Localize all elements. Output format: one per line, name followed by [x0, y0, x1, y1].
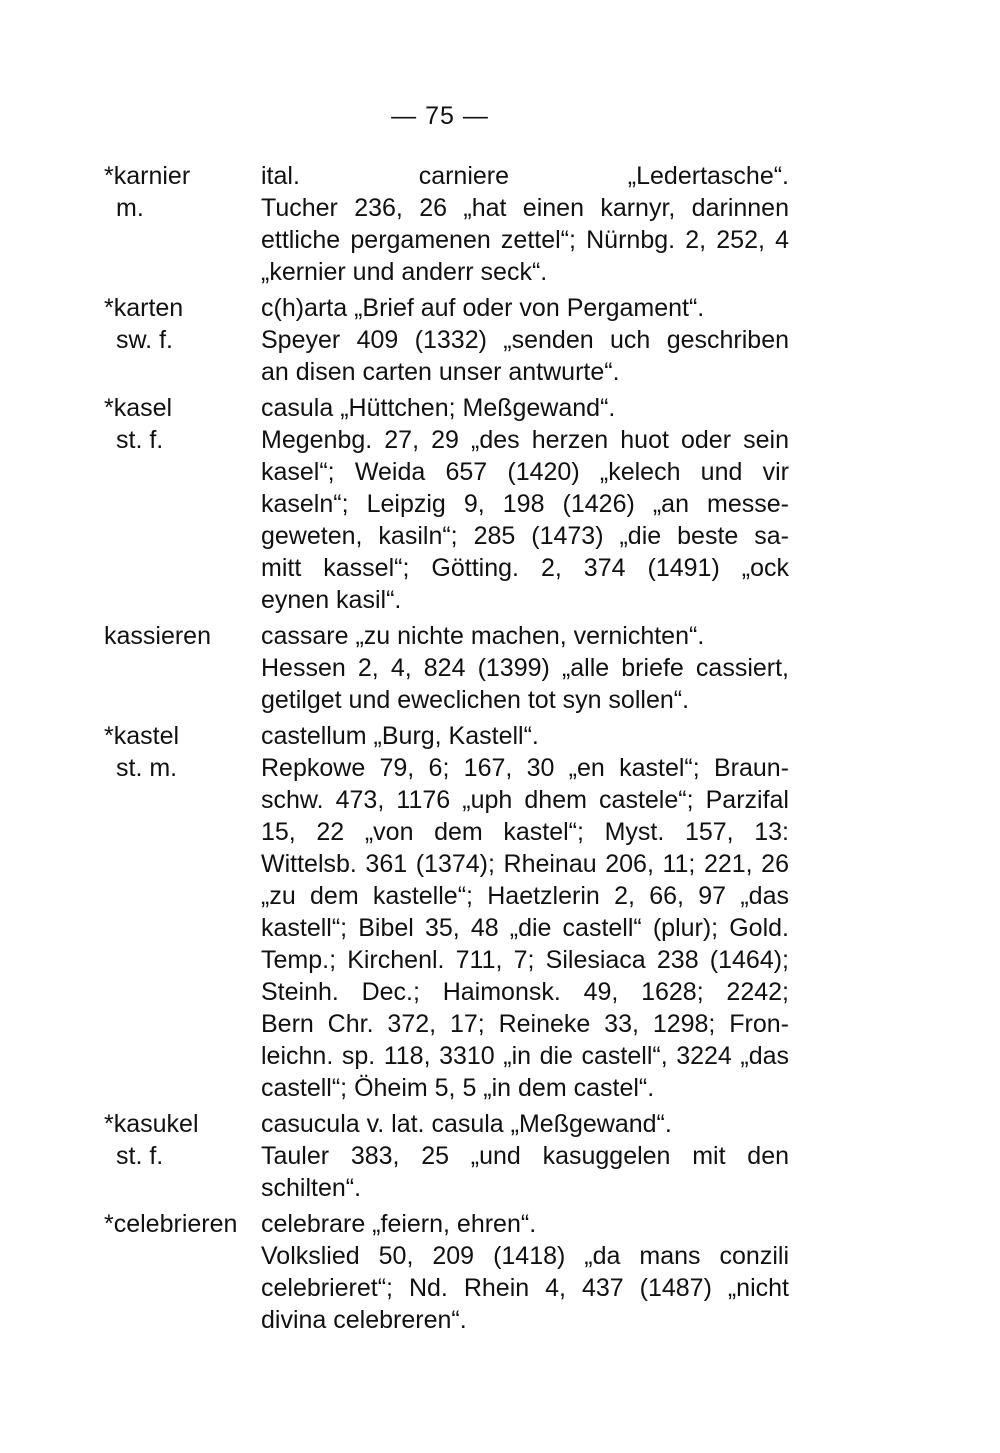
definition-line: Tauler 383, 25 „und kasuggelen mit den: [261, 1142, 789, 1170]
entry-grammar: sw. f.: [116, 326, 173, 354]
definition-line: ettliche pergamenen zettel“; Nürnbg. 2, 252, 4: [261, 226, 789, 254]
entry-definition: [261, 620, 789, 716]
definition-line: ital. carniere „Ledertasche“.: [261, 162, 789, 190]
definition-line: celebrare „feiern, ehren“.: [261, 1210, 537, 1238]
entry-grammar: m.: [116, 194, 144, 222]
entry-headword: *karnier: [104, 162, 191, 190]
entry-definition: [261, 1208, 789, 1336]
definition-line: 15, 22 „von dem kastel“; Myst. 157, 13:: [261, 818, 789, 846]
definition-line: c(h)arta „Brief auf oder von Pergament“.: [261, 294, 705, 322]
entry-headword: kassieren: [104, 622, 211, 650]
definition-line: Repkowe 79, 6; 167, 30 „en kastel“; Braun-: [261, 754, 789, 782]
definition-line: Megenbg. 27, 29 „des herzen huot oder sein: [261, 426, 789, 454]
definition-line: Temp.; Kirchenl. 711, 7; Silesiaca 238 (1464);: [261, 946, 789, 974]
definition-line: Hessen 2, 4, 824 (1399) „alle briefe cassiert,: [261, 654, 789, 682]
entry-headword-block: [104, 292, 261, 388]
definition-line: Wittelsb. 361 (1374); Rheinau 206, 11; 221, 26: [261, 850, 789, 878]
entry-headword: *kasukel: [104, 1110, 199, 1138]
entry-headword: *karten: [104, 294, 184, 322]
definition-line: schilten“.: [261, 1174, 362, 1202]
definition-line: Speyer 409 (1332) „senden uch geschriben: [261, 326, 789, 354]
dictionary-entry: [104, 1208, 894, 1336]
definition-line: Volkslied 50, 209 (1418) „da mans conzili: [261, 1242, 789, 1270]
dictionary-entry: [104, 620, 894, 716]
entry-headword: *kastel: [104, 722, 180, 750]
definition-line: an disen carten unser antwurte“.: [261, 358, 620, 386]
entry-definition: [261, 1108, 789, 1204]
entry-definition: [261, 292, 789, 388]
definition-line: getilget und eweclichen tot syn sollen“.: [261, 686, 690, 714]
entry-headword: *kasel: [104, 394, 173, 422]
dictionary-entry: [104, 720, 894, 1104]
definition-line: Tucher 236, 26 „hat einen karnyr, darinnen: [261, 194, 789, 222]
definition-line: leichn. sp. 118, 3310 „in die castell“, 3224 „das: [261, 1042, 789, 1070]
definition-line: kasel“; Weida 657 (1420) „kelech und vir: [261, 458, 789, 486]
entry-definition: [261, 392, 789, 616]
definition-line: casula „Hüttchen; Meßgewand“.: [261, 394, 616, 422]
definition-line: casucula v. lat. casula „Meßgewand“.: [261, 1110, 672, 1138]
definition-line: castell“; Öheim 5, 5 „in dem castel“.: [261, 1074, 655, 1102]
dictionary-entry: [104, 160, 894, 288]
definition-line: geweten, kasiln“; 285 (1473) „die beste sa-: [261, 522, 789, 550]
entry-grammar: st. f.: [116, 426, 164, 454]
entry-grammar: st. f.: [116, 1142, 164, 1170]
entry-headword-block: [104, 1208, 261, 1336]
entry-definition: [261, 720, 789, 1104]
entry-definition: [261, 160, 789, 288]
entry-grammar: st. m.: [116, 754, 178, 782]
definition-line: divina celebreren“.: [261, 1306, 467, 1334]
entry-headword: *celebrieren: [104, 1210, 238, 1238]
definition-line: „zu dem kastelle“; Haetzlerin 2, 66, 97 „das: [261, 882, 789, 910]
dictionary-entries: [104, 160, 894, 1340]
entry-headword-block: [104, 392, 261, 616]
definition-line: kaseln“; Leipzig 9, 198 (1426) „an messe-: [261, 490, 789, 518]
definition-line: kastell“; Bibel 35, 48 „die castell“ (plur); Gold.: [261, 914, 789, 942]
definition-line: Bern Chr. 372, 17; Reineke 33, 1298; Fron-: [261, 1010, 789, 1038]
definition-line: Steinh. Dec.; Haimonsk. 49, 1628; 2242;: [261, 978, 789, 1006]
entry-headword-block: [104, 1108, 261, 1204]
dictionary-entry: [104, 1108, 894, 1204]
definition-line: cassare „zu nichte machen, vernichten“.: [261, 622, 705, 650]
entry-headword-block: [104, 620, 261, 716]
entry-headword-block: [104, 160, 261, 288]
dictionary-entry: [104, 392, 894, 616]
definition-line: celebrieret“; Nd. Rhein 4, 437 (1487) „nicht: [261, 1274, 789, 1302]
dictionary-entry: [104, 292, 894, 388]
page-number: — 75 —: [391, 102, 489, 130]
definition-line: eynen kasil“.: [261, 586, 402, 614]
definition-line: castellum „Burg, Kastell“.: [261, 722, 539, 750]
entry-headword-block: [104, 720, 261, 1104]
definition-line: schw. 473, 1176 „uph dhem castele“; Parzifal: [261, 786, 789, 814]
definition-line: mitt kassel“; Götting. 2, 374 (1491) „ock: [261, 554, 789, 582]
definition-line: „kernier und anderr seck“.: [261, 258, 548, 286]
